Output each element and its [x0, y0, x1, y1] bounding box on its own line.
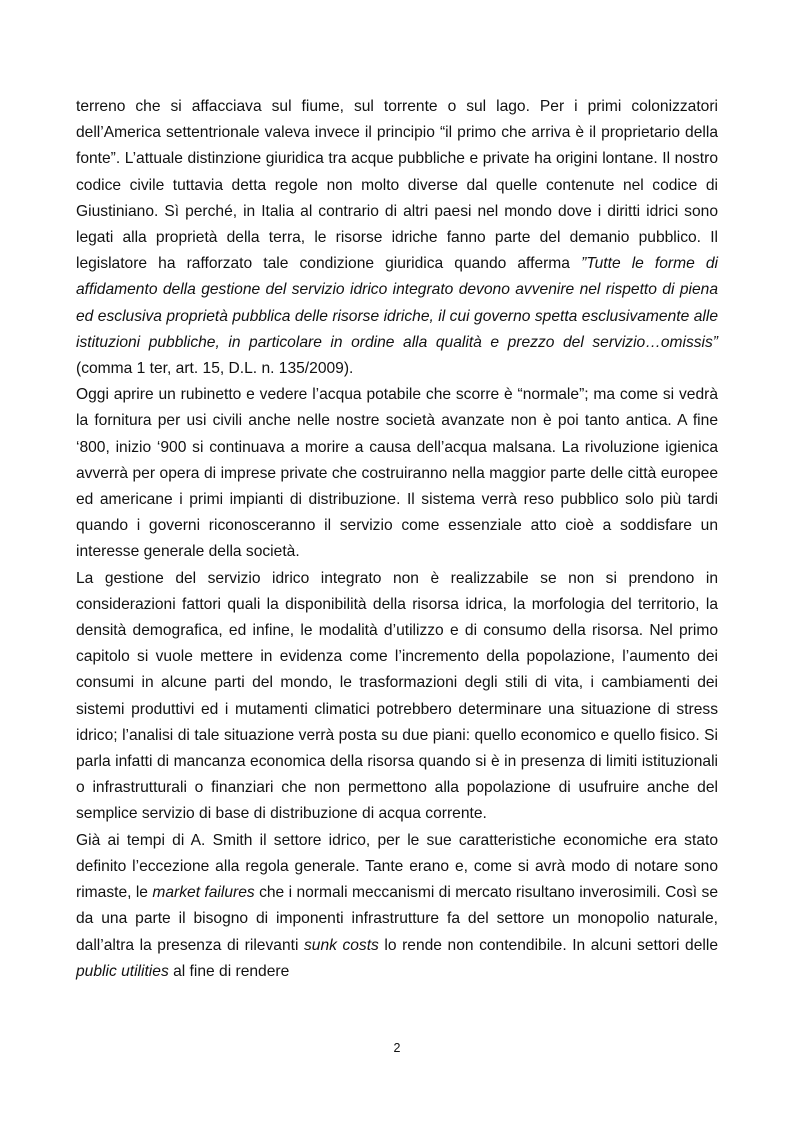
paragraph-2: Oggi aprire un rubinetto e vedere l’acqua potabile che scorre è “normale”; ma come si vedrà la fornitura per usi civili anche nelle nostre società avanzate non è poi tanto antica. A fine ‘800, inizio ‘900 si continuava a morire a causa dell’acqua malsana. La rivoluzione igienica avverrà per opera di imprese private che costruiranno nella maggior parte delle città europee ed americane i primi impianti di distribuzione. Il sistema verrà reso pubblico solo più tardi quando i governi riconosceranno il servizio come essenziale atto cioè a soddisfare un interesse generale della società.: [76, 386, 718, 561]
page-number: 2: [393, 1041, 401, 1055]
paragraph-4: [76, 828, 718, 985]
paragraph-3: La gestione del servizio idrico integrato non è realizzabile se non si prendono in considerazioni fattori quali la disponibilità della risorsa idrica, la morfologia del territorio, la densità demografica, ed infine, le modalità d’utilizzo e di consumo della risorsa. Nel primo capitolo si vuole mettere in evidenza come l’incremento della popolazione, l’aumento dei consumi in alcune parti del mondo, le trasformazioni degli stili di vita, i cambiamenti dei sistemi produttivi ed i mutamenti climatici potrebbero determinare una situazione di stress idrico; l’analisi di tale situazione verrà posta su due piani: quello economico e quello fisico. Si parla infatti di mancanza economica della risorsa quando si è in presenza di limiti istituzionali o infrastrutturali o finanziari che non permettono alla popolazione di usufruire anche del semplice servizio di base di distribuzione di acqua corrente.: [76, 569, 718, 823]
term-market-failures: market failures: [152, 884, 255, 902]
paragraph-1-text-b: (comma 1 ter, art. 15, D.L. n. 135/2009).: [76, 360, 354, 378]
paragraph-1: [76, 94, 718, 382]
paragraph-1-text-a: terreno che si affacciava sul fiume, sul torrente o sul lago. Per i primi colonizzatori dell’America settentrionale valeva invece il principio “il primo che arriva è il proprietario della fonte”. L’attuale distinzione giuridica tra acque pubbliche e private ha origini lontane. Il nostro codice civile tuttavia detta regole non molto diverse dal quelle contenute nel codice di Giustiniano. Sì perché, in Italia al contrario di altri paesi nel mondo dove i diritti idrici sono legati alla proprietà della terra, le risorse idriche fanno parte del demanio pubblico. Il legislatore ha rafforzato tale condizione giuridica quando afferma: [76, 98, 718, 273]
paragraph-4-text-a: Già ai tempi di A. Smith il settore idrico, per le sue caratteristiche economiche era stato definito l’eccezione alla regola generale. Tante erano e, come si avrà modo di notare sono rimaste, le: [76, 831, 718, 902]
document-body: [76, 94, 718, 985]
term-sunk-costs: sunk costs: [303, 936, 379, 954]
term-public-utilities: public utilities: [76, 962, 169, 980]
legal-quote: ”Tutte le forme di affidamento della gestione del servizio idrico integrato devono avvenire nel rispetto di piena ed esclusiva proprietà pubblica delle risorse idriche, il cui governo spetta esclusivamente alle istituzioni pubbliche, in particolare in ordine alla qualità e prezzo del servizio…omissis”: [76, 255, 719, 351]
paragraph-4-text-c: lo rende non contendibile. In alcuni settori delle: [378, 936, 718, 954]
paragraph-4-text-d: al fine di rendere: [168, 962, 290, 980]
paragraph-4-text-b: che i normali meccanismi di mercato risultano inverosimili. Così se da una parte il bisogno di imponenti infrastrutture fa del settore un monopolio naturale, dall’altra la presenza di rilevanti: [76, 884, 718, 954]
